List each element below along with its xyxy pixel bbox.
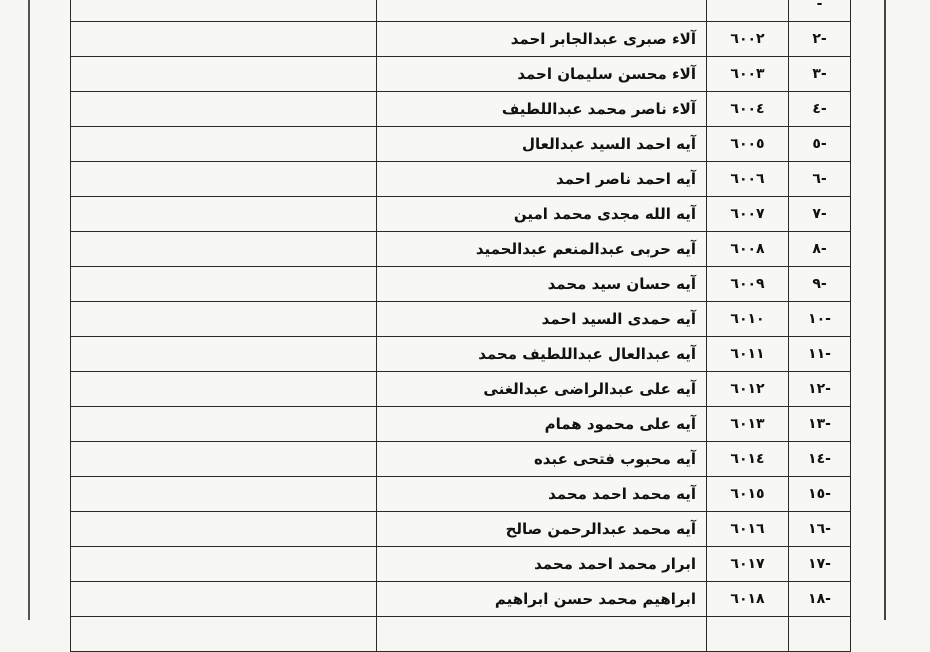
seat-number-cell: ٦٠٠٢ [707,22,789,57]
student-name-cell [377,0,707,22]
student-name-cell: آيه على عبدالراضى عبدالغنى [377,372,707,407]
row-number-cell: -٣ [789,57,851,92]
student-name-cell: آلاء صبرى عبدالجابر احمد [377,22,707,57]
student-name-cell: آلاء محسن سليمان احمد [377,57,707,92]
notes-cell [71,127,377,162]
seat-number-cell: ٦٠١٣ [707,407,789,442]
student-name-cell: آلاء ناصر محمد عبداللطيف [377,92,707,127]
student-name-cell: آيه احمد ناصر احمد [377,162,707,197]
row-number-cell: -٤ [789,92,851,127]
row-number-cell [789,617,851,652]
table-row [71,477,851,512]
notes-cell [71,302,377,337]
notes-cell [71,232,377,267]
table-row [71,22,851,57]
table-row [71,232,851,267]
table-row [71,337,851,372]
notes-cell [71,162,377,197]
table-row [71,92,851,127]
student-name-cell: آيه محمد احمد محمد [377,477,707,512]
seat-number-cell: ٦٠٠٤ [707,92,789,127]
seat-number-cell: ٦٠١٢ [707,372,789,407]
seat-number-cell: ٦٠٠٦ [707,162,789,197]
notes-cell [71,57,377,92]
table-row [71,372,851,407]
roster-body [71,0,851,652]
notes-cell [71,267,377,302]
table-row [71,127,851,162]
table-row [71,547,851,582]
table-row [71,197,851,232]
student-name-cell: آيه على محمود همام [377,407,707,442]
student-name-cell: آيه احمد السيد عبدالعال [377,127,707,162]
seat-number-cell: ٦٠١١ [707,337,789,372]
table-row [71,407,851,442]
row-number-cell: -١٨ [789,582,851,617]
notes-cell [71,442,377,477]
notes-cell [71,582,377,617]
seat-number-cell: ٦٠١٧ [707,547,789,582]
table-row [71,512,851,547]
seat-number-cell: ٦٠٠٧ [707,197,789,232]
seat-number-cell: ٦٠٠٨ [707,232,789,267]
row-number-cell: -٩ [789,267,851,302]
student-roster-table [70,0,851,652]
row-number-cell: -١٧ [789,547,851,582]
row-number-cell: - [789,0,851,22]
table-row [71,162,851,197]
student-name-cell [377,617,707,652]
table-row [71,442,851,477]
notes-cell [71,372,377,407]
row-number-cell: -١٦ [789,512,851,547]
notes-cell [71,617,377,652]
student-name-cell: آيه عبدالعال عبداللطيف محمد [377,337,707,372]
row-number-cell: -٥ [789,127,851,162]
student-name-cell: آيه حمدى السيد احمد [377,302,707,337]
row-number-cell: -١٥ [789,477,851,512]
seat-number-cell: ٦٠١٠ [707,302,789,337]
student-name-cell: آيه محمد عبدالرحمن صالح [377,512,707,547]
table-row [71,302,851,337]
notes-cell [71,477,377,512]
table-row [71,617,851,652]
student-name-cell: ابراهيم محمد حسن ابراهيم [377,582,707,617]
seat-number-cell: ٦٠١٤ [707,442,789,477]
table-row [71,57,851,92]
row-number-cell: -٦ [789,162,851,197]
row-number-cell: -١٠ [789,302,851,337]
notes-cell [71,407,377,442]
seat-number-cell: ٦٠٠٣ [707,57,789,92]
notes-cell [71,197,377,232]
table-row [71,0,851,22]
student-name-cell: آيه حسان سيد محمد [377,267,707,302]
page-border-right [884,0,886,620]
seat-number-cell: ٦٠١٨ [707,582,789,617]
page-border-left [28,0,30,620]
seat-number-cell: ٦٠١٦ [707,512,789,547]
notes-cell [71,22,377,57]
student-name-cell: آيه محبوب فتحى عبده [377,442,707,477]
table-row [71,267,851,302]
seat-number-cell: ٦٠٠٩ [707,267,789,302]
row-number-cell: -٢ [789,22,851,57]
seat-number-cell: ٦٠١٥ [707,477,789,512]
notes-cell [71,512,377,547]
seat-number-cell [707,0,789,22]
student-name-cell: ابرار محمد احمد محمد [377,547,707,582]
row-number-cell: -١٢ [789,372,851,407]
row-number-cell: -١١ [789,337,851,372]
row-number-cell: -٧ [789,197,851,232]
notes-cell [71,92,377,127]
student-name-cell: آيه حربى عبدالمنعم عبدالحميد [377,232,707,267]
table-row [71,582,851,617]
row-number-cell: -١٤ [789,442,851,477]
seat-number-cell [707,617,789,652]
student-name-cell: آيه الله مجدى محمد امين [377,197,707,232]
notes-cell [71,0,377,22]
row-number-cell: -٨ [789,232,851,267]
row-number-cell: -١٣ [789,407,851,442]
seat-number-cell: ٦٠٠٥ [707,127,789,162]
notes-cell [71,337,377,372]
notes-cell [71,547,377,582]
